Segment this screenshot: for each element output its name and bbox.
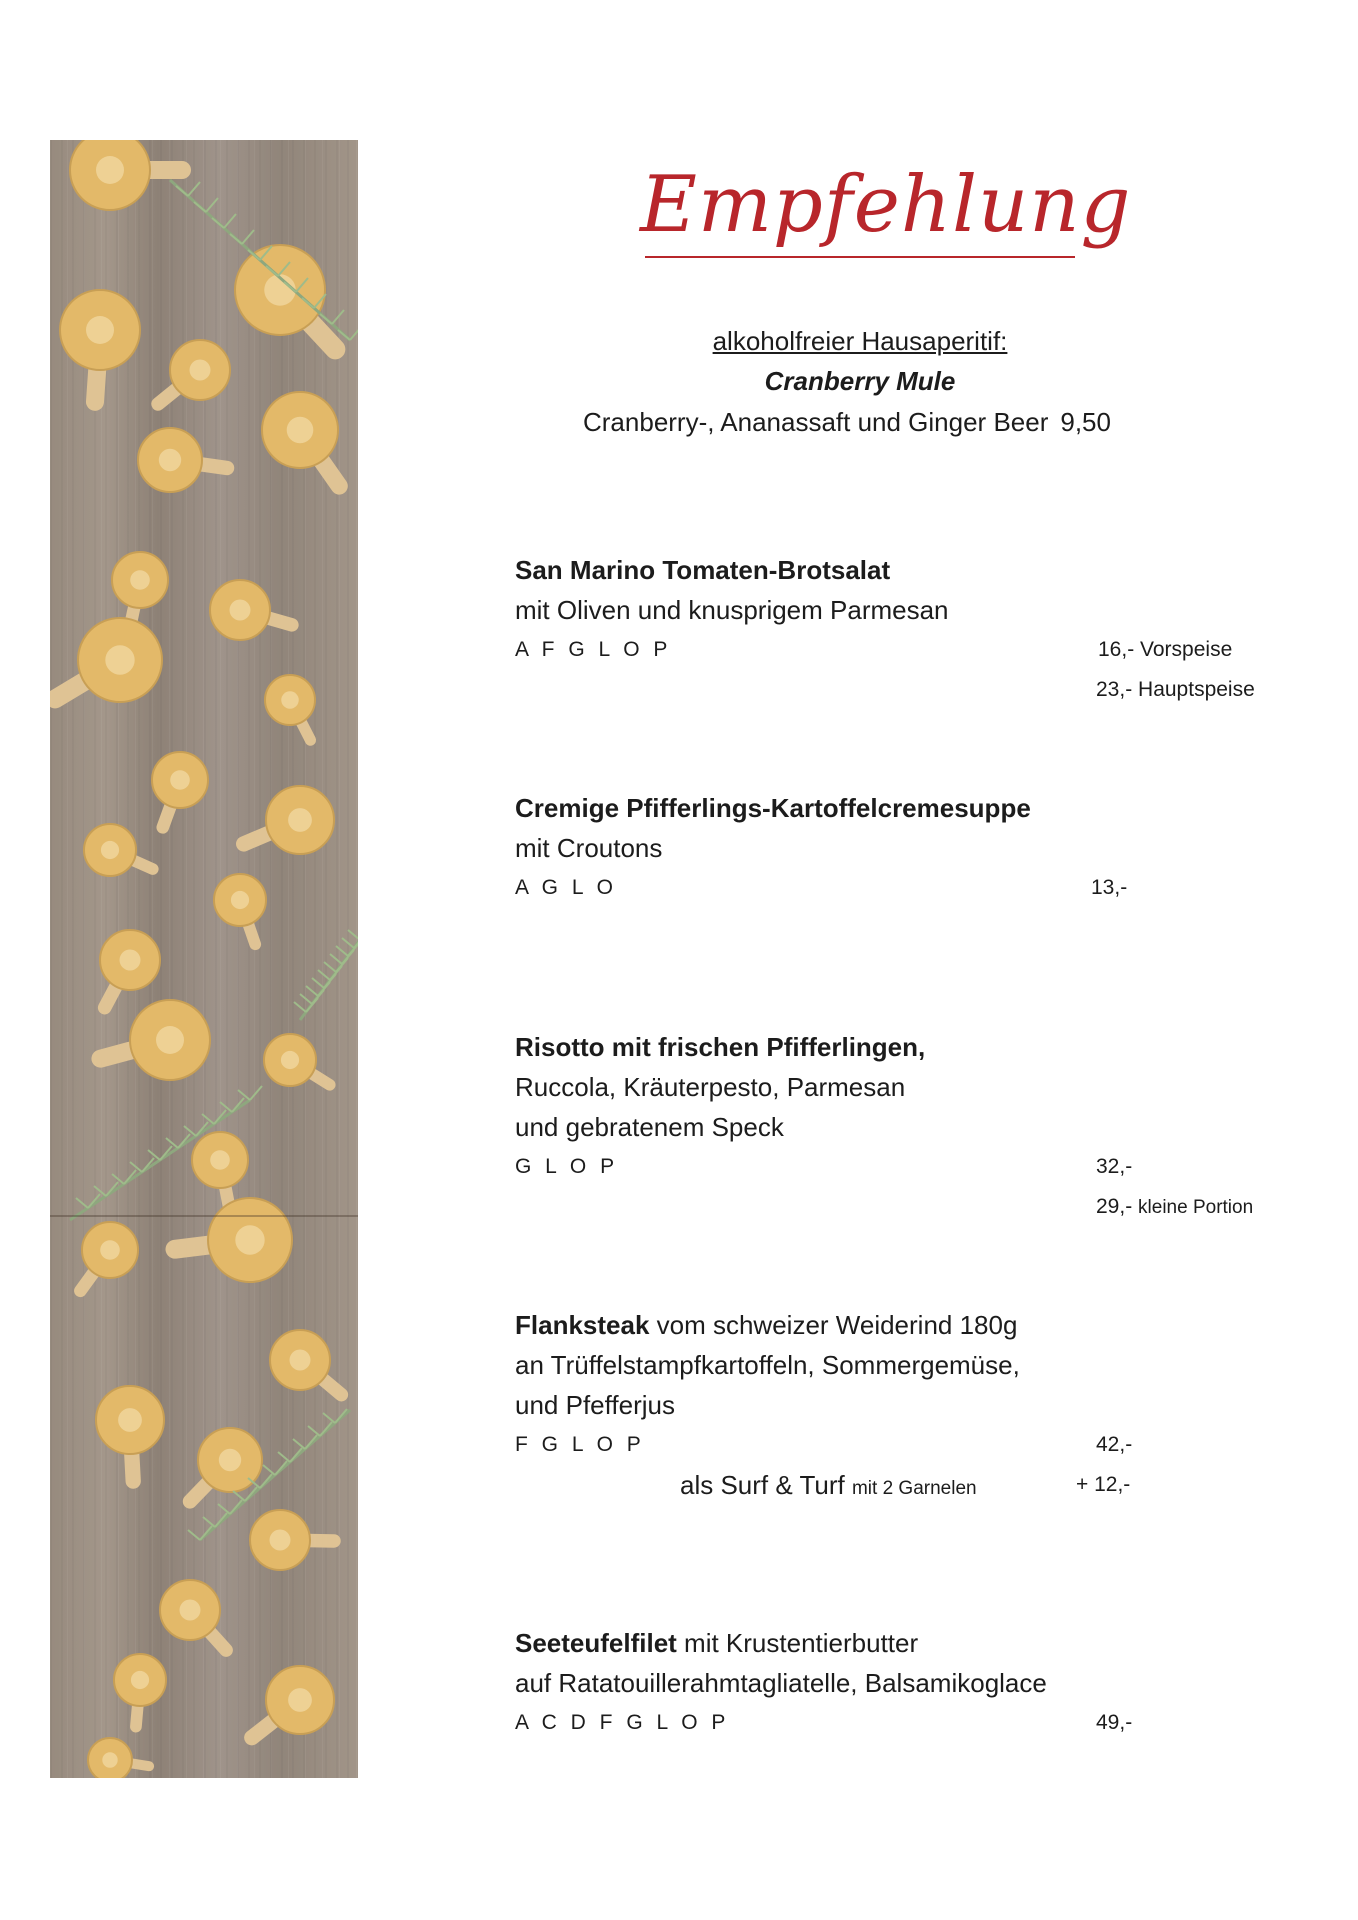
item-price: 42,- bbox=[1096, 1433, 1133, 1456]
item-name: Risotto mit frischen Pfifferlingen, bbox=[515, 1032, 926, 1062]
extra-label: als Surf & Turf bbox=[680, 1470, 845, 1500]
mushroom-illustration bbox=[50, 140, 358, 1778]
title-underline bbox=[645, 256, 1075, 258]
item-allergens: F G L O P bbox=[515, 1433, 645, 1456]
item-name-rest: mit Krustentierbutter bbox=[676, 1628, 919, 1658]
menu-item-risotto bbox=[515, 1027, 1315, 1218]
item-description-2: und Pfefferjus bbox=[515, 1390, 675, 1420]
item-description-2: und gebratenem Speck bbox=[515, 1112, 784, 1142]
item-description: mit Oliven und knusprigem Parmesan bbox=[515, 595, 949, 625]
item-name: Flanksteak bbox=[515, 1310, 650, 1340]
menu-item-tomato-salad bbox=[515, 550, 1315, 701]
photo-fade-overlay bbox=[50, 140, 358, 1778]
page-title: Empfehlung bbox=[640, 160, 1132, 250]
item-price: 49,- bbox=[1096, 1711, 1133, 1734]
mushroom-photo-strip bbox=[50, 140, 358, 1778]
menu-item-flanksteak bbox=[515, 1305, 1315, 1500]
item-name: San Marino Tomaten-Brotsalat bbox=[515, 555, 891, 585]
extra-note: mit 2 Garnelen bbox=[851, 1478, 977, 1499]
price-value: 16,- bbox=[1098, 638, 1135, 661]
item-price-main bbox=[1096, 670, 1255, 710]
item-description: auf Ratatouillerahmtagliatelle, Balsamikoglace bbox=[515, 1668, 1047, 1698]
price-note: Hauptspeise bbox=[1138, 678, 1255, 701]
surf-and-turf-option bbox=[680, 1465, 977, 1509]
menu-item-mushroom-soup bbox=[515, 788, 1315, 908]
item-name-line bbox=[515, 1623, 1315, 1663]
aperitif-description bbox=[583, 407, 1111, 438]
item-price: 13,- bbox=[1091, 876, 1128, 899]
price-value: 23,- bbox=[1096, 678, 1133, 701]
item-description-1: an Trüffelstampfkartoffeln, Sommergemüse, bbox=[515, 1350, 1020, 1380]
item-price: 32,- bbox=[1096, 1155, 1133, 1178]
price-note: Vorspeise bbox=[1140, 638, 1233, 661]
item-allergens: A F G L O P bbox=[515, 638, 672, 661]
item-price-starter bbox=[1098, 630, 1232, 670]
aperitif-desc-text: Cranberry-, Ananassaft und Ginger Beer bbox=[583, 407, 1049, 437]
aperitif-name: Cranberry Mule bbox=[764, 366, 956, 396]
item-description: mit Croutons bbox=[515, 833, 663, 863]
item-name: Cremige Pfifferlings-Kartoffelcremesuppe bbox=[515, 793, 1031, 823]
item-description-1: Ruccola, Kräuterpesto, Parmesan bbox=[515, 1072, 906, 1102]
item-allergens: A C D F G L O P bbox=[515, 1711, 730, 1734]
item-name-rest: vom schweizer Weiderind 180g bbox=[649, 1310, 1018, 1340]
price-note: kleine Portion bbox=[1138, 1197, 1254, 1218]
item-name-line bbox=[515, 1305, 1315, 1345]
aperitif-price: 9,50 bbox=[1060, 407, 1111, 437]
item-allergens: A G L O bbox=[515, 876, 617, 899]
extra-price: + 12,- bbox=[1076, 1473, 1131, 1496]
menu-item-monkfish bbox=[515, 1623, 1315, 1743]
item-allergens: G L O P bbox=[515, 1155, 619, 1178]
price-value: 29,- bbox=[1096, 1195, 1133, 1218]
aperitif-label: alkoholfreier Hausaperitif: bbox=[712, 326, 1008, 356]
item-name: Seeteufelfilet bbox=[515, 1628, 677, 1658]
item-price-small bbox=[1096, 1187, 1253, 1228]
